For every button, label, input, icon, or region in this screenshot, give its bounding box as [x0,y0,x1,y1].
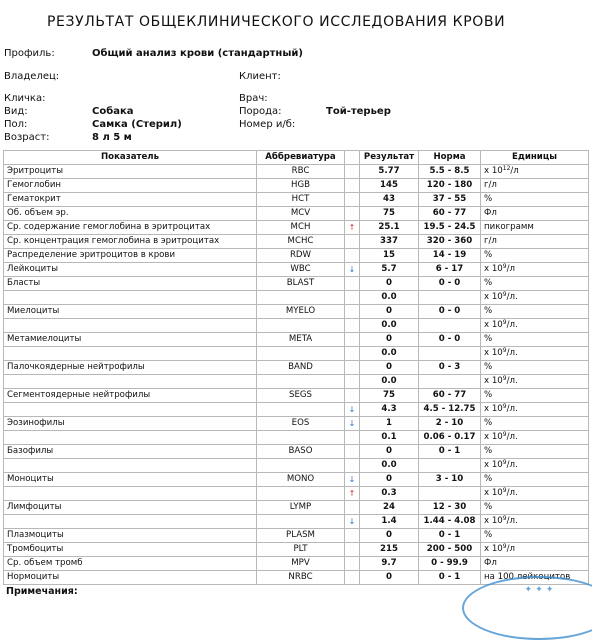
row-abbr: RDW [257,249,345,263]
row-name: Ср. концентрация гемоглобина в эритроцитах [4,235,257,249]
row-abbr: MYELO [257,305,345,319]
row-flag [345,291,360,305]
row-name: Моноциты [4,473,257,487]
table-row [4,459,589,473]
row-name [4,459,257,473]
arrow-up-icon: ↑ [345,487,360,501]
unit-tail: /л. [506,404,518,414]
unit-exponent: 9 [502,347,507,354]
nickname-label: Кличка: [4,93,46,104]
arrow-up-icon: ↑ [345,221,360,235]
notes-label: Примечания: [6,586,78,597]
row-result: 0.3 [360,487,419,501]
row-norm: 0 - 0 [419,277,481,291]
profile-value: Общий анализ крови (стандартный) [92,48,303,59]
row-norm: 0.06 - 0.17 [419,431,481,445]
unit-base: % [484,474,493,484]
row-name: Гемоглобин [4,179,257,193]
row-name [4,431,257,445]
unit-base: х 10 [484,166,503,176]
unit-base: х 10 [484,404,503,414]
row-name: Миелоциты [4,305,257,319]
row-result: 0 [360,305,419,319]
row-units [481,557,589,571]
row-result: 215 [360,543,419,557]
table-row [4,431,589,445]
unit-tail: /л. [506,292,518,302]
row-abbr: LYMP [257,501,345,515]
row-result: 337 [360,235,419,249]
row-norm: 37 - 55 [419,193,481,207]
row-abbr: BAND [257,361,345,375]
row-units [481,473,589,487]
table-row [4,319,589,333]
row-result: 0 [360,529,419,543]
row-result: 0.0 [360,291,419,305]
row-norm [419,375,481,389]
row-name: Базофилы [4,445,257,459]
row-norm: 60 - 77 [419,389,481,403]
unit-base: % [484,390,493,400]
row-norm: 12 - 30 [419,501,481,515]
row-result: 43 [360,193,419,207]
row-flag [345,459,360,473]
row-units [481,291,589,305]
unit-base: % [484,334,493,344]
row-flag [345,179,360,193]
row-units [481,277,589,291]
row-norm: 0 - 1 [419,529,481,543]
row-abbr [257,291,345,305]
row-norm: 60 - 77 [419,207,481,221]
doctor-label: Врач: [239,93,268,104]
row-abbr: HGB [257,179,345,193]
row-units [481,515,589,529]
row-units [481,263,589,277]
table-row [4,207,589,221]
row-result: 0 [360,445,419,459]
unit-base: % [484,306,493,316]
row-flag [345,333,360,347]
table-row [4,291,589,305]
row-units [481,543,589,557]
row-abbr: NRBC [257,571,345,585]
row-units [481,249,589,263]
table-row [4,221,589,235]
row-name: Распределение эритроцитов в крови [4,249,257,263]
row-abbr: WBC [257,263,345,277]
row-abbr: BLAST [257,277,345,291]
table-row [4,389,589,403]
unit-base: Фл [484,558,497,568]
client-label: Клиент: [239,71,281,82]
unit-tail: /л. [506,348,518,358]
row-name [4,291,257,305]
row-norm: 4.5 - 12.75 [419,403,481,417]
row-abbr: MCH [257,221,345,235]
unit-base: х 10 [484,460,503,470]
row-flag [345,543,360,557]
unit-base: % [484,446,493,456]
row-abbr [257,375,345,389]
unit-base: Фл [484,208,497,218]
profile-label: Профиль: [4,48,55,59]
results-body [4,165,589,585]
species-value: Собака [92,106,134,117]
unit-tail: /л. [506,432,518,442]
row-name: Эозинофилы [4,417,257,431]
row-name: Гематокрит [4,193,257,207]
row-flag [345,501,360,515]
unit-exponent: 9 [502,319,507,326]
row-norm: 19.5 - 24.5 [419,221,481,235]
row-units [481,165,589,179]
table-row [4,529,589,543]
row-units [481,431,589,445]
table-row [4,473,589,487]
row-flag [345,235,360,249]
unit-exponent: 9 [502,487,507,494]
row-result: 0 [360,361,419,375]
table-row [4,277,589,291]
table-row [4,501,589,515]
header-units: Единицы [481,151,589,165]
row-result: 1.4 [360,515,419,529]
unit-base: % [484,418,493,428]
row-result: 24 [360,501,419,515]
row-result: 0.0 [360,459,419,473]
unit-exponent: 9 [502,543,507,550]
row-norm: 0 - 0 [419,305,481,319]
unit-tail: /л [506,544,515,554]
unit-base: на 100 лейкоцитов [484,572,571,582]
header-norm: Норма [419,151,481,165]
table-row [4,179,589,193]
row-abbr: SEGS [257,389,345,403]
row-norm: 0 - 99.9 [419,557,481,571]
row-flag [345,207,360,221]
table-row [4,347,589,361]
row-norm [419,347,481,361]
row-result: 0.0 [360,375,419,389]
age-value: 8 л 5 м [92,132,132,143]
row-units [481,179,589,193]
unit-base: г/л [484,236,497,246]
row-abbr [257,347,345,361]
row-units [481,193,589,207]
row-name: Лейкоциты [4,263,257,277]
row-flag [345,305,360,319]
row-norm: 6 - 17 [419,263,481,277]
unit-base: х 10 [484,544,503,554]
row-result: 0.0 [360,347,419,361]
arrow-down-icon: ↓ [345,515,360,529]
row-flag [345,389,360,403]
row-units [481,501,589,515]
row-result: 5.7 [360,263,419,277]
row-norm [419,487,481,501]
unit-base: х 10 [484,488,503,498]
row-flag [345,347,360,361]
table-row [4,417,589,431]
row-norm: 0 - 1 [419,571,481,585]
unit-exponent: 9 [502,263,507,270]
row-units [481,347,589,361]
owner-label: Владелец: [4,71,60,82]
row-flag [345,165,360,179]
table-row [4,543,589,557]
row-result: 0 [360,571,419,585]
unit-base: г/л [484,180,497,190]
unit-base: % [484,250,493,260]
table-row [4,263,589,277]
row-name: Бласты [4,277,257,291]
row-abbr: PLT [257,543,345,557]
row-norm: 200 - 500 [419,543,481,557]
unit-exponent: 9 [502,431,507,438]
sex-label: Пол: [4,119,28,130]
row-name: Плазмоциты [4,529,257,543]
row-norm: 2 - 10 [419,417,481,431]
row-norm: 3 - 10 [419,473,481,487]
row-abbr: MCV [257,207,345,221]
unit-base: % [484,362,493,372]
row-result: 75 [360,389,419,403]
row-abbr [257,459,345,473]
table-row [4,333,589,347]
row-result: 75 [360,207,419,221]
unit-tail: /л [506,264,515,274]
row-abbr [257,487,345,501]
row-norm [419,291,481,305]
table-header-row [4,151,589,165]
row-name: Эритроциты [4,165,257,179]
unit-base: х 10 [484,376,503,386]
row-result: 0 [360,333,419,347]
unit-base: % [484,502,493,512]
row-abbr [257,431,345,445]
row-name: Лимфоциты [4,501,257,515]
row-result: 25.1 [360,221,419,235]
unit-tail: /л. [506,376,518,386]
header-flag [345,151,360,165]
row-units [481,207,589,221]
row-result: 145 [360,179,419,193]
row-name [4,347,257,361]
unit-base: пикограмм [484,222,534,232]
row-name [4,319,257,333]
row-units [481,333,589,347]
row-abbr [257,403,345,417]
unit-exponent: 9 [502,403,507,410]
row-result: 15 [360,249,419,263]
unit-exponent: 9 [502,459,507,466]
arrow-down-icon: ↓ [345,403,360,417]
row-norm: 320 - 360 [419,235,481,249]
breed-value: Той-терьер [326,106,391,117]
row-name: Ср. объем тромб [4,557,257,571]
row-flag [345,445,360,459]
table-row [4,361,589,375]
row-result: 1 [360,417,419,431]
row-result: 0.0 [360,319,419,333]
clinic-stamp [462,576,592,640]
row-result: 0 [360,277,419,291]
arrow-down-icon: ↓ [345,473,360,487]
row-units [481,459,589,473]
card-number-label: Номер и/б: [239,119,296,130]
table-row [4,249,589,263]
row-norm: 120 - 180 [419,179,481,193]
species-label: Вид: [4,106,28,117]
unit-tail: /л. [506,460,518,470]
unit-base: х 10 [484,292,503,302]
row-abbr: RBC [257,165,345,179]
unit-tail: /л. [506,516,518,526]
row-flag [345,375,360,389]
unit-tail: /л [510,166,519,176]
row-norm [419,319,481,333]
row-name [4,375,257,389]
row-abbr [257,515,345,529]
table-row [4,487,589,501]
table-row [4,235,589,249]
unit-tail: /л. [506,320,518,330]
row-result: 5.77 [360,165,419,179]
row-abbr: MONO [257,473,345,487]
row-units [481,235,589,249]
table-row [4,515,589,529]
table-row [4,375,589,389]
row-abbr: MCHC [257,235,345,249]
row-flag [345,249,360,263]
row-abbr: MPV [257,557,345,571]
arrow-down-icon: ↓ [345,263,360,277]
row-abbr [257,319,345,333]
breed-label: Порода: [239,106,282,117]
header-abbr: Аббревиатура [257,151,345,165]
unit-base: х 10 [484,516,503,526]
row-name: Метамиелоциты [4,333,257,347]
arrow-down-icon: ↓ [345,417,360,431]
row-units [481,417,589,431]
row-norm: 0 - 1 [419,445,481,459]
unit-base: х 10 [484,432,503,442]
row-units [481,319,589,333]
row-units [481,445,589,459]
row-units [481,389,589,403]
row-flag [345,361,360,375]
unit-exponent: 9 [502,515,507,522]
row-abbr: HCT [257,193,345,207]
row-result: 0 [360,473,419,487]
unit-tail: /л. [506,488,518,498]
row-flag [345,277,360,291]
row-name: Палочкоядерные нейтрофилы [4,361,257,375]
header-name: Показатель [4,151,257,165]
row-units [481,361,589,375]
unit-exponent: 9 [502,291,507,298]
unit-base: % [484,278,493,288]
unit-base: х 10 [484,320,503,330]
row-units [481,221,589,235]
row-result: 9.7 [360,557,419,571]
row-result: 4.3 [360,403,419,417]
row-flag [345,571,360,585]
row-abbr: META [257,333,345,347]
row-result: 0.1 [360,431,419,445]
row-norm: 14 - 19 [419,249,481,263]
age-label: Возраст: [4,132,50,143]
table-row [4,557,589,571]
unit-exponent: 9 [502,375,507,382]
row-units [481,375,589,389]
row-units [481,487,589,501]
row-flag [345,557,360,571]
table-row [4,445,589,459]
row-name: Ср. содержание гемоглобина в эритроцитах [4,221,257,235]
row-name [4,403,257,417]
row-flag [345,319,360,333]
results-table [3,150,589,585]
row-norm [419,459,481,473]
row-abbr: BASO [257,445,345,459]
row-name: Об. объем эр. [4,207,257,221]
table-row [4,403,589,417]
report-title: РЕЗУЛЬТАТ ОБЩЕКЛИНИЧЕСКОГО ИССЛЕДОВАНИЯ КРОВИ [47,14,506,30]
unit-base: % [484,194,493,204]
row-units [481,403,589,417]
row-name [4,487,257,501]
row-norm: 1.44 - 4.08 [419,515,481,529]
row-abbr: EOS [257,417,345,431]
header-result: Результат [360,151,419,165]
row-flag [345,431,360,445]
row-abbr: PLASM [257,529,345,543]
table-row [4,305,589,319]
sex-value: Самка (Стерил) [92,119,182,130]
row-name: Сегментоядерные нейтрофилы [4,389,257,403]
row-flag [345,529,360,543]
row-name: Тромбоциты [4,543,257,557]
row-flag [345,193,360,207]
unit-base: х 10 [484,348,503,358]
row-units [481,529,589,543]
unit-exponent: 12 [502,165,511,172]
row-norm: 0 - 3 [419,361,481,375]
row-norm: 0 - 0 [419,333,481,347]
unit-base: % [484,530,493,540]
stamp-glyph: ✦ ✦ ✦ [524,585,554,595]
row-name: Нормоциты [4,571,257,585]
row-units [481,305,589,319]
unit-base: х 10 [484,264,503,274]
table-row [4,193,589,207]
row-name [4,515,257,529]
row-norm: 5.5 - 8.5 [419,165,481,179]
table-row [4,165,589,179]
